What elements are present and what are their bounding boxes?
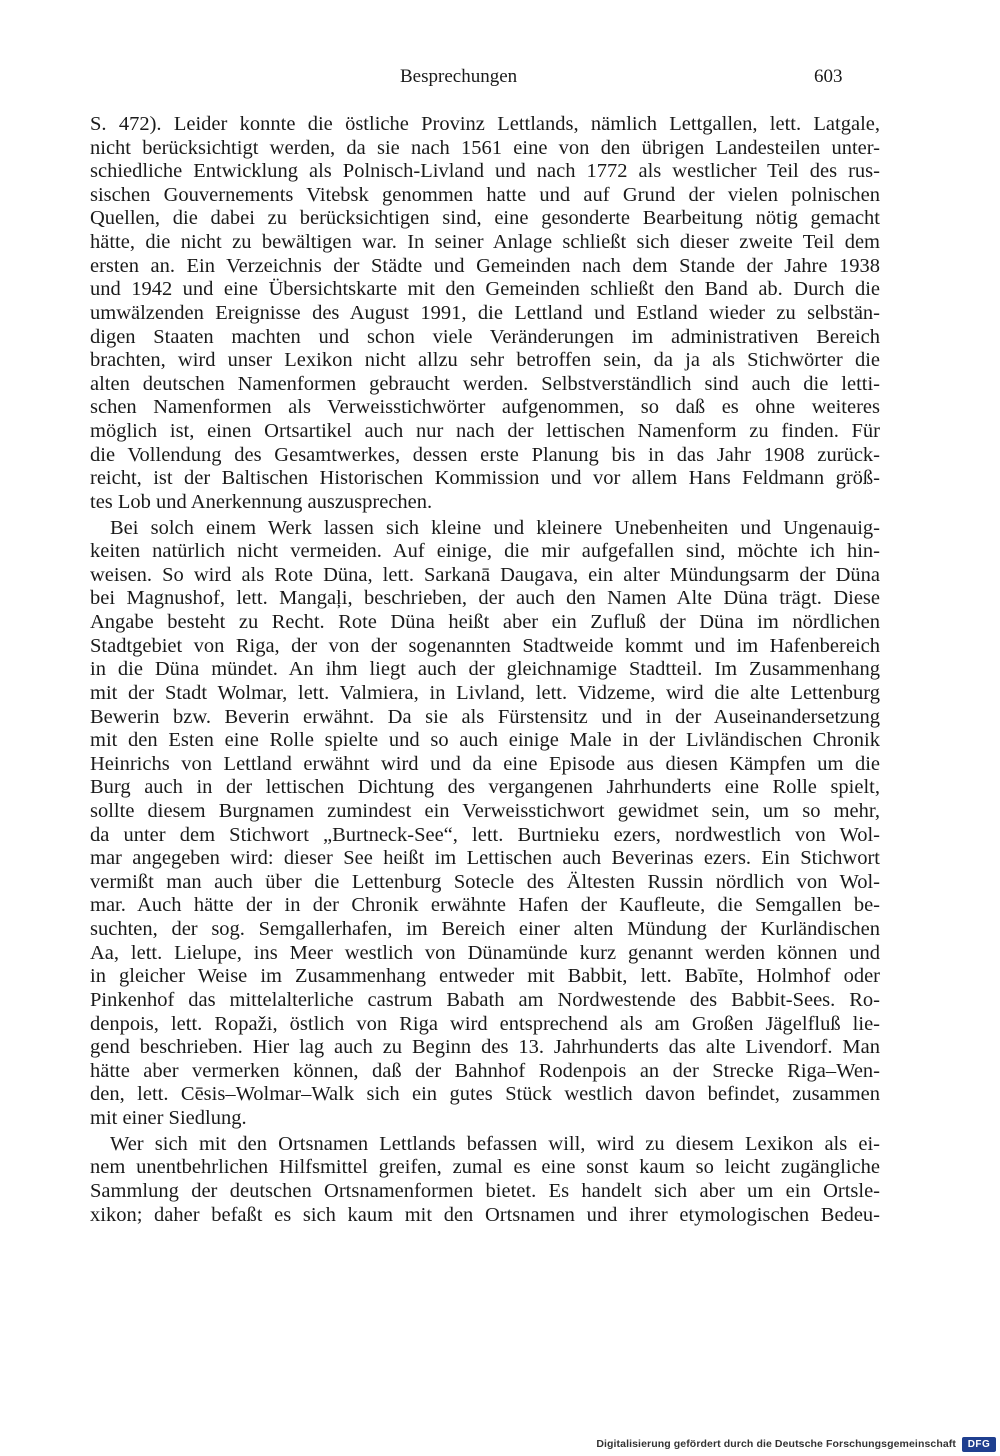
text-line: hätte, die nicht zu bewältigen war. In seiner Anlage schließt sich dieser zweite Teil dem — [90, 231, 880, 253]
text-line: mar. Auch hätte der in der Chronik erwähnte Hafen der Kaufleute, die Semgallen be- — [90, 894, 880, 916]
text-line: nem unentbehrlichen Hilfsmittel greifen, zumal es eine sonst kaum so leicht zugängliche — [90, 1156, 880, 1178]
text-line: mar angegeben wird: dieser See heißt im Lettischen auch Beverinas ezers. Ein Stichwort — [90, 847, 880, 869]
text-line: Heinrichs von Lettland erwähnt wird und da eine Episode aus diesen Kämpfen um die — [90, 753, 880, 775]
text-line: mit einer Siedlung. — [90, 1107, 247, 1129]
text-line: S. 472). Leider konnte die östliche Provinz Lettlands, nämlich Lettgallen, lett. Latgale, — [90, 113, 880, 135]
text-line: die Vollendung des Gesamtwerkes, dessen erste Planung bis in das Jahr 1908 zurück- — [90, 444, 880, 466]
text-line: reicht, ist der Baltischen Historischen Kommission und vor allem Hans Feldmann größ- — [90, 467, 880, 489]
text-line: und 1942 und eine Übersichtskarte mit den Gemeinden schließt den Band ab. Durch die — [90, 278, 880, 300]
text-line: schen Namenformen als Verweisstichwörter aufgenommen, so daß es ohne weiteres — [90, 396, 880, 418]
text-line: Pinkenhof das mittelalterliche castrum Babath am Nordwestende des Babbit-Sees. Ro- — [90, 989, 880, 1011]
text-line: möglich ist, einen Ortsartikel auch nur nach der lettischen Namenform zu finden. Für — [90, 420, 880, 442]
text-line: den, lett. Cēsis–Wolmar–Walk sich ein gutes Stück westlich davon befindet, zusammen — [90, 1083, 880, 1105]
page-number: 603 — [814, 66, 843, 87]
text-line: denpois, lett. Ropaži, östlich von Riga wird entsprechend als am Großen Jägelfluß lie- — [90, 1013, 880, 1035]
text-line: Sammlung der deutschen Ortsnamenformen bietet. Es handelt sich aber um ein Ortsle- — [90, 1180, 880, 1202]
text-line: Stadtgebiet von Riga, der von der sogenannten Stadtweide kommt und im Hafenbereich — [90, 635, 880, 657]
text-line: xikon; daher befaßt es sich kaum mit den Ortsnamen und ihrer etymologischen Bedeu- — [90, 1204, 880, 1226]
text-line: umwälzenden Ereignisse des August 1991, die Lettland und Estland wieder zu selbstän- — [90, 302, 880, 324]
text-line: vermißt man auch über die Lettenburg Sotecle des Ältesten Russin nördlich von Wol- — [90, 871, 880, 893]
text-line: mit den Esten eine Rolle spielte und so auch einige Male in der Livländischen Chronik — [90, 729, 880, 751]
text-line: hätte aber vermerken können, daß der Bahnhof Rodenpois an der Strecke Riga–Wen- — [90, 1060, 880, 1082]
text-line: da unter dem Stichwort „Burtneck-See“, lett. Burtnieku ezers, nordwestlich von Wol- — [90, 824, 880, 846]
digitization-credit — [588, 1434, 1000, 1456]
text-line: digen Staaten machten und schon viele Veränderungen im administrativen Bereich — [90, 326, 880, 348]
text-line: Bewerin bzw. Beverin erwähnt. Da sie als Fürstensitz und in der Auseinandersetzung — [90, 706, 880, 728]
text-line: sischen Gouvernements Vitebsk genommen hatte und auf Grund der vielen polnischen — [90, 184, 880, 206]
text-line: Bei solch einem Werk lassen sich kleine und kleinere Unebenheiten und Ungenauig- — [110, 517, 880, 539]
text-line: bei Magnushof, lett. Mangaļi, beschrieben, der auch den Namen Alte Düna trägt. Diese — [90, 587, 880, 609]
text-line: sollte diesem Burgnamen zumindest ein Verweisstichwort gewidmet sein, um so mehr, — [90, 800, 880, 822]
text-line: in gleicher Weise im Zusammenhang entweder mit Babbit, lett. Babīte, Holmhof oder — [90, 965, 880, 987]
running-head: Besprechungen — [400, 66, 518, 87]
dfg-logo-icon: DFG — [962, 1437, 996, 1452]
text-line: tes Lob und Anerkennung auszusprechen. — [90, 491, 433, 513]
text-line: suchten, der sog. Semgallerhafen, im Bereich einer alten Mündung der Kurländischen — [90, 918, 880, 940]
text-line: weisen. So wird als Rote Düna, lett. Sarkanā Daugava, ein alter Mündungsarm der Düna — [90, 564, 880, 586]
text-line: ersten an. Ein Verzeichnis der Städte und Gemeinden nach dem Stande der Jahre 1938 — [90, 255, 880, 277]
text-line: mit der Stadt Wolmar, lett. Valmiera, in Livland, lett. Vidzeme, wird die alte Lettenburg — [90, 682, 880, 704]
text-line: in die Düna mündet. An ihm liegt auch der gleichnamige Stadtteil. Im Zusammenhang — [90, 658, 880, 680]
text-line: Angabe besteht zu Recht. Rote Düna heißt aber ein Zufluß der Düna im nördlichen — [90, 611, 880, 633]
text-line: Aa, lett. Lielupe, ins Meer westlich von Dünamünde kurz genannt werden können und — [90, 942, 880, 964]
text-line: gend beschrieben. Hier lag auch zu Beginn des 13. Jahrhunderts das alte Livendorf. Man — [90, 1036, 880, 1058]
text-line: nicht berücksichtigt werden, da sie nach 1561 eine von den übrigen Landesteilen unter- — [90, 137, 880, 159]
text-line: schiedliche Entwicklung als Polnisch-Livland und nach 1772 als westlicher Teil des rus- — [90, 160, 880, 182]
text-line: Wer sich mit den Ortsnamen Lettlands befassen will, wird zu diesem Lexikon als ei- — [110, 1133, 880, 1155]
text-line: keiten natürlich nicht vermeiden. Auf einige, die mir aufgefallen sind, möchte ich hin- — [90, 540, 880, 562]
text-line: alten deutschen Namenformen gebraucht werden. Selbstverständlich sind auch die letti- — [90, 373, 880, 395]
page-header — [0, 64, 1000, 96]
text-line: Burg auch in der lettischen Dichtung des vergangenen Jahrhunderts eine Rolle spielt, — [90, 776, 880, 798]
text-line: brachten, wird unser Lexikon nicht allzu sehr betroffen sein, da ja als Stichwörter die — [90, 349, 880, 371]
credit-text: Digitalisierung gefördert durch die Deutsche Forschungsgemeinschaft — [596, 1438, 956, 1450]
text-line: Quellen, die dabei zu berücksichtigen sind, eine gesonderte Bearbeitung nötig gemacht — [90, 207, 880, 229]
